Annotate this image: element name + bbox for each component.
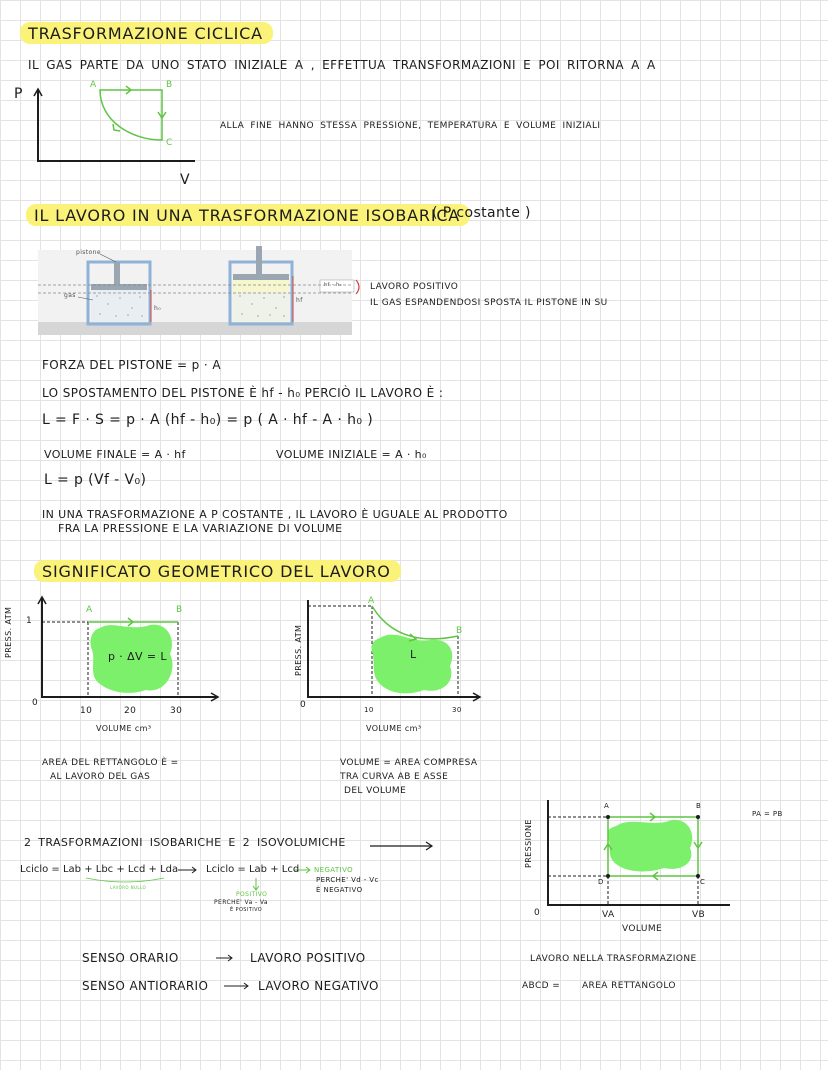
negativo-label: NEGATIVO bbox=[314, 866, 354, 874]
positivo-reason-2: È POSITIVO bbox=[230, 907, 263, 913]
graph1-b-label: B bbox=[176, 605, 183, 615]
section-title-isobarica: IL LAVORO IN UNA TRASFORMAZIONE ISOBARICA bbox=[26, 204, 470, 226]
pa-equals-pb: PA = PB bbox=[752, 810, 783, 818]
graph2-origin: 0 bbox=[300, 700, 307, 710]
isobar-isochoric-line: 2 TRASFORMAZIONI ISOBARICHE E 2 ISOVOLUMICHE bbox=[24, 836, 346, 849]
lavoro-negativo-result: LAVORO NEGATIVO bbox=[258, 979, 379, 993]
graph1-caption-line2: AL LAVORO DEL GAS bbox=[50, 772, 151, 782]
h0-label: h₀ bbox=[154, 305, 162, 312]
graph2-area-label: L bbox=[410, 648, 417, 661]
spostamento-pistone: LO SPOSTAMENTO DEL PISTONE È hf - h₀ PERCIÒ IL LAVORO È : bbox=[42, 386, 444, 400]
formula-l-ciclo: Lciclo = Lab + Lbc + Lcd + Lda bbox=[20, 864, 179, 875]
cycle-graph-b-label: B bbox=[166, 80, 173, 90]
graph3-d-label: D bbox=[598, 878, 604, 886]
negativo-reason-1: PERCHE' Vd - Vc bbox=[316, 876, 379, 884]
graph3-caption-area: AREA RETTANGOLO bbox=[582, 981, 676, 991]
graph2-caption-line3: DEL VOLUME bbox=[344, 786, 407, 796]
graph3-va-label: VA bbox=[602, 910, 615, 920]
conclusione-line1: IN UNA TRASFORMAZIONE A P COSTANTE , IL LAVORO È UGUALE AL PRODOTTO bbox=[42, 508, 508, 521]
graph2-xtick-30: 30 bbox=[452, 706, 462, 714]
hf-minus-h0-label: hf - h₀ bbox=[324, 282, 342, 288]
graph1-caption-line1: AREA DEL RETTANGOLO È = bbox=[42, 758, 179, 768]
graph3-c-label: C bbox=[700, 878, 706, 886]
ciclica-description: IL GAS PARTE DA UNO STATO INIZIALE A , EFFETTUA TRANSFORMAZIONI E POI RITORNA A A bbox=[28, 58, 656, 72]
graph1-area-label: p · ΔV = L bbox=[108, 650, 167, 663]
lavoro-nullo-note: LAVORO NULLO bbox=[110, 885, 146, 890]
volume-iniziale: VOLUME INIZIALE = A · h₀ bbox=[276, 448, 427, 461]
graph2-caption-line1: VOLUME = AREA COMPRESA bbox=[340, 758, 478, 768]
senso-antiorario-label: SENSO ANTIORARIO bbox=[82, 979, 209, 993]
graph1-ylabel: PRESS. ATM bbox=[4, 606, 13, 658]
graph2-a-label: A bbox=[368, 596, 375, 606]
graph1-a-label: A bbox=[86, 605, 93, 615]
graph1-xtick-20: 20 bbox=[124, 706, 137, 716]
ciclica-note: ALLA FINE HANNO STESSA PRESSIONE, TEMPERATURA E VOLUME INIZIALI bbox=[220, 121, 601, 131]
section-title-ciclica: TRASFORMAZIONE CICLICA bbox=[20, 22, 273, 44]
volume-finale: VOLUME FINALE = A · hf bbox=[44, 448, 186, 461]
cycle-graph-a-label: A bbox=[90, 80, 97, 90]
graph3-caption-line1: LAVORO NELLA TRASFORMAZIONE bbox=[530, 954, 697, 964]
graph3-vb-label: VB bbox=[692, 910, 706, 920]
cycle-graph-c-label: C bbox=[166, 138, 173, 148]
formula-lavoro: L = F · S = p · A (hf - h₀) = p ( A · hf - A · h₀ ) bbox=[42, 412, 374, 428]
graph2-ylabel: PRESS. ATM bbox=[294, 624, 303, 676]
graph3-ylabel: PRESSIONE bbox=[524, 819, 533, 868]
graph2-xlabel: VOLUME cm³ bbox=[366, 724, 422, 733]
graph3-a-label: A bbox=[604, 802, 610, 810]
graph3-caption-abcd: ABCD = bbox=[522, 981, 561, 991]
formula-l-ciclo-reduced: Lciclo = Lab + Lcd bbox=[206, 864, 300, 875]
lavoro-explanation: IL GAS ESPANDENDOSI SPOSTA IL PISTONE IN SU bbox=[370, 298, 608, 308]
graph2-xtick-10: 10 bbox=[364, 706, 374, 714]
graph3-b-label: B bbox=[696, 802, 702, 810]
cycle-graph-v-label: V bbox=[180, 172, 190, 188]
graph2-b-label: B bbox=[456, 626, 463, 636]
negativo-reason-2: È NEGATIVO bbox=[316, 886, 363, 894]
graph1-ytick-1: 1 bbox=[26, 616, 33, 626]
formula-lavoro-volume: L = p (Vf - V₀) bbox=[44, 472, 147, 488]
forza-pistone: FORZA DEL PISTONE = p · A bbox=[42, 358, 221, 372]
graph1-xlabel: VOLUME cm³ bbox=[96, 724, 152, 733]
graph1-xtick-10: 10 bbox=[80, 706, 93, 716]
positivo-label: POSITIVO bbox=[236, 891, 268, 898]
isobarica-subtitle: ( P costante ) bbox=[432, 205, 531, 221]
lavoro-positivo-result: LAVORO POSITIVO bbox=[250, 951, 366, 965]
gas-label: gas bbox=[64, 292, 76, 299]
graph3-origin: 0 bbox=[534, 908, 541, 918]
cycle-graph-p-label: P bbox=[14, 86, 23, 102]
positivo-reason-1: PERCHE' Va - Va bbox=[214, 899, 268, 906]
graph2-caption-line2: TRA CURVA AB E ASSE bbox=[340, 772, 449, 782]
graph1-origin: 0 bbox=[32, 698, 39, 708]
senso-orario-label: SENSO ORARIO bbox=[82, 951, 179, 965]
piston-label: pistone bbox=[76, 249, 101, 256]
graph3-xlabel: VOLUME bbox=[622, 924, 663, 934]
lavoro-positivo-label: LAVORO POSITIVO bbox=[370, 282, 459, 292]
graph1-xtick-30: 30 bbox=[170, 706, 183, 716]
section-title-geometrico: SIGNIFICATO GEOMETRICO DEL LAVORO bbox=[34, 560, 401, 582]
conclusione-line2: FRA LA PRESSIONE E LA VARIAZIONE DI VOLUME bbox=[58, 522, 343, 535]
hf-label: hf bbox=[296, 297, 303, 304]
